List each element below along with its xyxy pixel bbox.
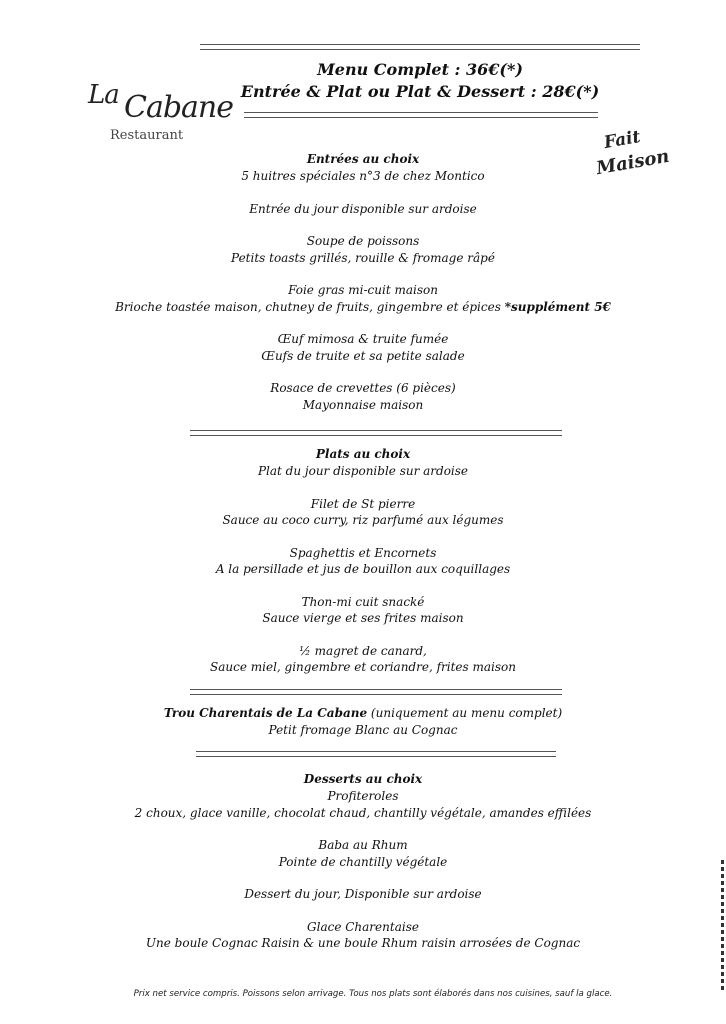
list-item bbox=[0, 545, 726, 578]
logo-name-part1: La bbox=[88, 80, 119, 110]
menu-complet-price: Menu Complet : 36€(*) bbox=[317, 60, 523, 79]
list-item bbox=[0, 282, 726, 315]
list-item bbox=[0, 168, 726, 185]
dish-description: Sauce miel, gingembre et coriandre, frites maison bbox=[210, 660, 516, 674]
list-item bbox=[0, 886, 726, 903]
dish-name: Filet de St pierre bbox=[310, 496, 416, 511]
list-item bbox=[0, 201, 726, 218]
entrees-title: Entrées au choix bbox=[306, 152, 420, 166]
trou-heading bbox=[0, 705, 726, 722]
trou-detail: Petit fromage Blanc au Cognac bbox=[268, 722, 458, 737]
list-item bbox=[0, 463, 726, 480]
badge-line1: Fait bbox=[602, 126, 642, 154]
plats-divider bbox=[190, 689, 562, 695]
dish-name: Baba au Rhum bbox=[318, 838, 408, 852]
list-item bbox=[0, 643, 726, 676]
desserts-section bbox=[0, 771, 726, 952]
restaurant-logo bbox=[88, 72, 234, 152]
dish-name: Thon-mi cuit snacké bbox=[301, 594, 425, 609]
dish-description: Sauce au coco curry, riz parfumé aux légumes bbox=[222, 513, 504, 527]
dish-description: A la persillade et jus de bouillon aux coquillages bbox=[215, 562, 511, 576]
list-item bbox=[0, 919, 726, 952]
list-item bbox=[0, 496, 726, 529]
entrees-section bbox=[0, 151, 726, 413]
dish-description: Mayonnaise maison bbox=[302, 397, 424, 412]
trou-section bbox=[0, 705, 726, 738]
dish-description-text: Brioche toastée maison, chutney de fruits, gingembre et épices bbox=[115, 299, 501, 314]
dish-name: Dessert du jour, Disponible sur ardoise bbox=[244, 887, 482, 901]
dish-description bbox=[0, 299, 726, 316]
dish-name: Spaghettis et Encornets bbox=[289, 545, 437, 560]
list-item bbox=[0, 594, 726, 627]
dish-description: Œufs de truite et sa petite salade bbox=[261, 348, 465, 363]
dish-description: Une boule Cognac Raisin & une boule Rhum raisin arrosées de Cognac bbox=[145, 936, 581, 950]
logo-subtitle: Restaurant bbox=[110, 128, 184, 143]
dish-name: 5 huitres spéciales n°3 de chez Montico bbox=[241, 169, 485, 183]
badge-line2: Maison bbox=[594, 145, 671, 180]
dish-name: Entrée du jour disponible sur ardoise bbox=[249, 201, 477, 216]
logo-name-part2: Cabane bbox=[124, 90, 234, 125]
plats-title: Plats au choix bbox=[315, 447, 411, 461]
list-item bbox=[0, 788, 726, 821]
list-item bbox=[0, 331, 726, 364]
dish-description: Petits toasts grillés, rouille & fromage râpé bbox=[231, 250, 495, 265]
trou-divider bbox=[196, 751, 556, 757]
dish-name: Glace Charentaise bbox=[307, 919, 419, 934]
dish-name: Œuf mimosa & truite fumée bbox=[277, 332, 449, 346]
trou-title: Trou Charentais de La Cabane bbox=[163, 706, 368, 720]
dish-name: Plat du jour disponible sur ardoise bbox=[257, 464, 469, 478]
dish-name: Profiteroles bbox=[327, 789, 399, 803]
scan-edge-marks bbox=[721, 860, 724, 990]
dish-description: Sauce vierge et ses frites maison bbox=[262, 611, 464, 625]
list-item bbox=[0, 233, 726, 266]
header-top-rule bbox=[200, 44, 640, 50]
header-bottom-rule bbox=[244, 112, 598, 118]
dish-name: Soupe de poissons bbox=[306, 234, 420, 248]
supplement-note: *supplément 5€ bbox=[504, 299, 611, 314]
list-item bbox=[0, 380, 726, 413]
list-item bbox=[0, 837, 726, 870]
dish-name: Rosace de crevettes (6 pièces) bbox=[270, 381, 456, 395]
dish-name: Foie gras mi-cuit maison bbox=[288, 283, 438, 297]
trou-note: (uniquement au menu complet) bbox=[367, 706, 563, 720]
dish-description: 2 choux, glace vanille, chocolat chaud, chantilly végétale, amandes effilées bbox=[134, 805, 592, 820]
entrees-divider bbox=[190, 430, 562, 436]
plats-section bbox=[0, 446, 726, 676]
desserts-title: Desserts au choix bbox=[303, 772, 423, 786]
entree-plat-price: Entrée & Plat ou Plat & Dessert : 28€(*) bbox=[240, 82, 600, 101]
dish-description: Pointe de chantilly végétale bbox=[278, 854, 448, 869]
dish-name: ½ magret de canard, bbox=[299, 643, 427, 658]
footer-note: Prix net service compris. Poissons selon arrivage. Tous nos plats sont élaborés dans nos cuisines, sauf la glace. bbox=[133, 989, 613, 999]
